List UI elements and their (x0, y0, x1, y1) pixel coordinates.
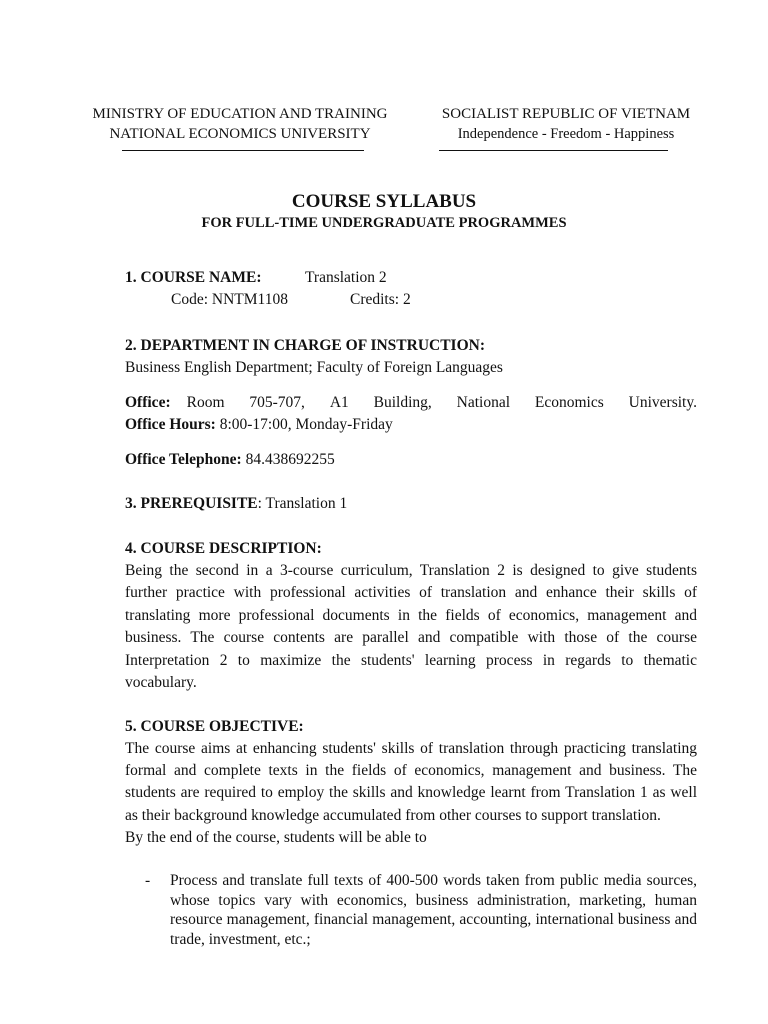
office-hours-line (125, 414, 697, 436)
section-description (125, 538, 697, 694)
national-motto: Independence - Freedom - Happiness (457, 126, 675, 142)
objective-intro: By the end of the course, students will be able to (125, 828, 427, 846)
section-objective (125, 716, 697, 849)
header-ministry (82, 104, 398, 144)
document-subtitle: FOR FULL-TIME UNDERGRADUATE PROGRAMMES (201, 215, 567, 231)
section-course-name (125, 267, 697, 311)
republic-name: SOCIALIST REPUBLIC OF VIETNAM (441, 106, 691, 122)
prerequisite-value: : Translation 1 (257, 495, 348, 512)
course-credits: Credits: 2 (350, 291, 411, 308)
bullet-text: Process and translate full texts of 400-500 words taken from public media sources, whose topics vary with economics, business administration, marketing, human resource management, financial management, accounting, international business and trade, investment, etc.; (170, 872, 697, 948)
section-prerequisite (125, 493, 697, 515)
office-value-word: University. (628, 394, 697, 411)
objective-heading: 5. COURSE OBJECTIVE: (125, 718, 304, 735)
description-heading: 4. COURSE DESCRIPTION: (125, 540, 322, 557)
office-line (125, 392, 697, 414)
office-hours-label: Office Hours: (125, 416, 216, 433)
office-info (125, 392, 697, 436)
course-name-value: Translation 2 (305, 269, 387, 286)
office-value-word: Room (186, 394, 225, 411)
office-value-word: National (456, 394, 511, 411)
office-telephone-value: 84.438692255 (245, 451, 335, 468)
header-left-rule (122, 150, 364, 151)
objective-bullet-list (145, 871, 697, 949)
document-title: COURSE SYLLABUS (291, 191, 477, 212)
bullet-dash: - (145, 872, 151, 889)
section-department (125, 335, 697, 379)
office-value-word: Building, (373, 394, 432, 411)
prerequisite-heading: 3. PREREQUISITE (125, 495, 258, 512)
department-value: Business English Department; Faculty of Foreign Languages (125, 359, 503, 376)
header-right-rule (439, 150, 668, 151)
office-value-word: A1 (329, 394, 349, 411)
university-name: NATIONAL ECONOMICS UNIVERSITY (109, 126, 371, 142)
office-hours-value: 8:00-17:00, Monday-Friday (219, 416, 393, 433)
office-label: Office: (125, 394, 171, 411)
office-value (187, 392, 697, 414)
office-value-word: Economics (534, 394, 604, 411)
department-heading: 2. DEPARTMENT IN CHARGE OF INSTRUCTION: (125, 337, 486, 354)
description-body: Being the second in a 3-course curriculum, Translation 2 is designed to give students further practice with professional activities of translation and enhance their skills of translating more professional documents in the fields of economics, management and business. The course contents are parallel and compatible with those of the course Interpretation 2 to maximize the students' learning process in regards to thematic vocabulary. (125, 562, 697, 692)
office-telephone-line (125, 449, 697, 471)
objective-body: The course aims at enhancing students' skills of translation through practicing translating formal and complete texts in the fields of economics, management and business. The students are required to employ the skills and knowledge learnt from Translation 1 as well as their background knowledge accumulated from other courses to support translation. (125, 740, 697, 824)
header-republic (432, 104, 700, 144)
course-name-heading: 1. COURSE NAME: (125, 269, 262, 286)
course-code: Code: NNTM1108 (171, 291, 288, 308)
office-telephone-label: Office Telephone: (125, 451, 242, 468)
list-item (145, 871, 697, 949)
office-value-word: 705-707, (249, 394, 305, 411)
ministry-name: MINISTRY OF EDUCATION AND TRAINING (92, 106, 388, 122)
